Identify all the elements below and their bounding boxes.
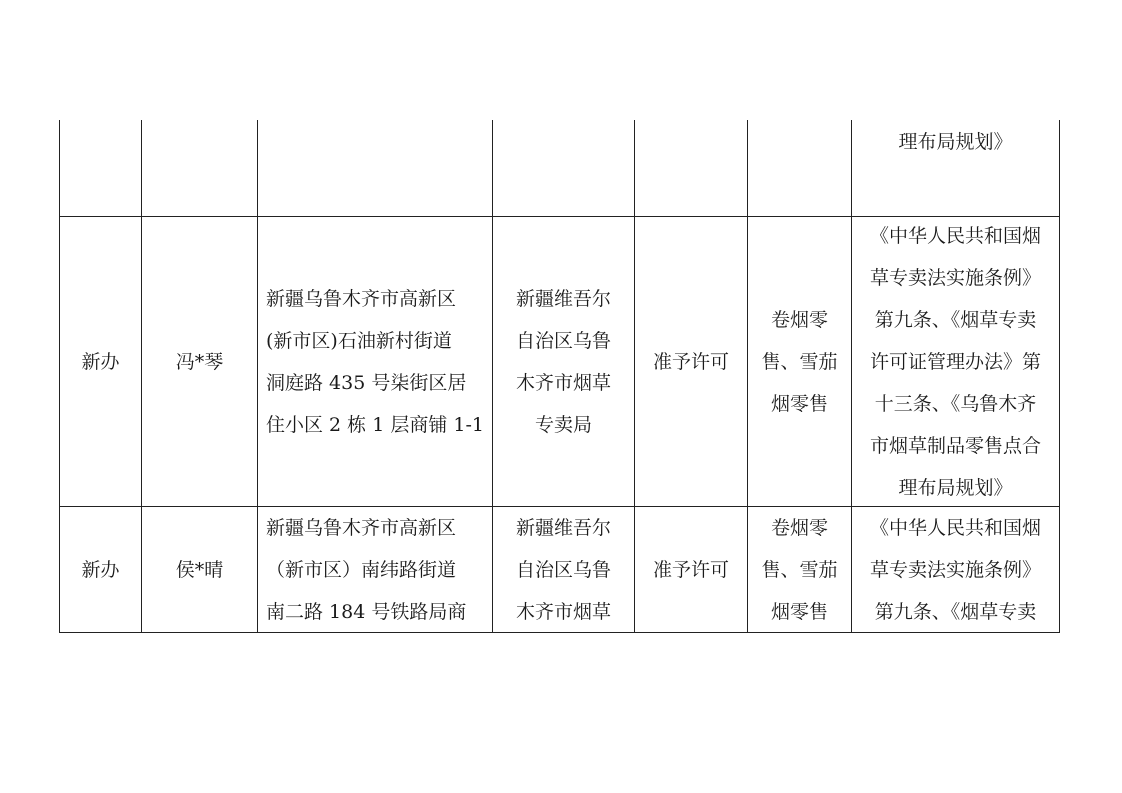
basis-line: 草专卖法实施条例》 xyxy=(869,558,1041,581)
address-line: 住小区 2 栋 1 层商铺 1-1 xyxy=(266,413,484,436)
decision: 准予许可 xyxy=(652,558,729,581)
address-cell xyxy=(258,507,492,632)
basis-cell xyxy=(852,217,1059,506)
basis-line: 《中华人民共和国烟 xyxy=(869,516,1041,539)
scope-cell xyxy=(748,507,851,632)
scope-line: 卷烟零 xyxy=(770,308,828,331)
name-cell xyxy=(142,507,257,632)
basis-line: 许可证管理办法》第 xyxy=(869,350,1041,373)
scope-line: 售、雪茄 xyxy=(761,350,838,373)
authority-line: 新疆维吾尔 xyxy=(515,516,611,539)
scope-cell xyxy=(748,217,851,506)
basis-line: 第九条、《烟草专卖 xyxy=(874,308,1037,331)
scope-line: 烟零售 xyxy=(770,392,828,415)
authority-line: 专卖局 xyxy=(534,413,592,436)
basis-line: 第九条、《烟草专卖 xyxy=(874,600,1037,623)
address-line: 新疆乌鲁木齐市高新区 xyxy=(266,516,457,539)
type-cell xyxy=(60,217,141,506)
basis-cell xyxy=(852,507,1059,632)
authority-cell xyxy=(493,507,634,632)
name-cell xyxy=(142,217,257,506)
address-line: 南二路 184 号铁路局商 xyxy=(266,600,467,623)
authority-line: 自治区乌鲁 xyxy=(515,329,611,352)
address-cell xyxy=(258,217,492,506)
application-type: 新办 xyxy=(81,350,120,373)
license-table xyxy=(59,120,1060,633)
decision-cell xyxy=(635,507,747,632)
basis-line: 理布局规划》 xyxy=(898,131,1013,153)
authority-line: 新疆维吾尔 xyxy=(515,287,611,310)
decision-cell xyxy=(635,217,747,506)
basis-line: 草专卖法实施条例》 xyxy=(869,266,1041,289)
application-type: 新办 xyxy=(81,558,120,581)
table-border xyxy=(1059,120,1060,633)
table-border xyxy=(59,632,1060,633)
type-cell xyxy=(60,507,141,632)
address-line: （新市区）南纬路街道 xyxy=(266,558,457,581)
scope-line: 卷烟零 xyxy=(770,516,828,539)
authority-line: 自治区乌鲁 xyxy=(515,558,611,581)
address-line: (新市区)石油新村街道 xyxy=(266,329,452,352)
address-line: 新疆乌鲁木齐市高新区 xyxy=(266,287,457,310)
applicant-name: 冯*琴 xyxy=(175,350,224,373)
basis-line: 市烟草制品零售点合 xyxy=(869,434,1041,457)
address-line: 洞庭路 435 号柒街区居 xyxy=(266,371,467,394)
authority-line: 木齐市烟草 xyxy=(515,371,611,394)
basis-line: 理布局规划》 xyxy=(898,476,1013,499)
basis-line: 《中华人民共和国烟 xyxy=(869,224,1041,247)
authority-line: 木齐市烟草 xyxy=(515,600,611,623)
basis-line: 十三条、《乌鲁木齐 xyxy=(874,392,1037,415)
scope-line: 售、雪茄 xyxy=(761,558,838,581)
authority-cell xyxy=(493,217,634,506)
decision: 准予许可 xyxy=(652,350,729,373)
continued-basis-cell xyxy=(852,120,1059,164)
applicant-name: 侯*晴 xyxy=(175,558,224,581)
scope-line: 烟零售 xyxy=(770,600,828,623)
